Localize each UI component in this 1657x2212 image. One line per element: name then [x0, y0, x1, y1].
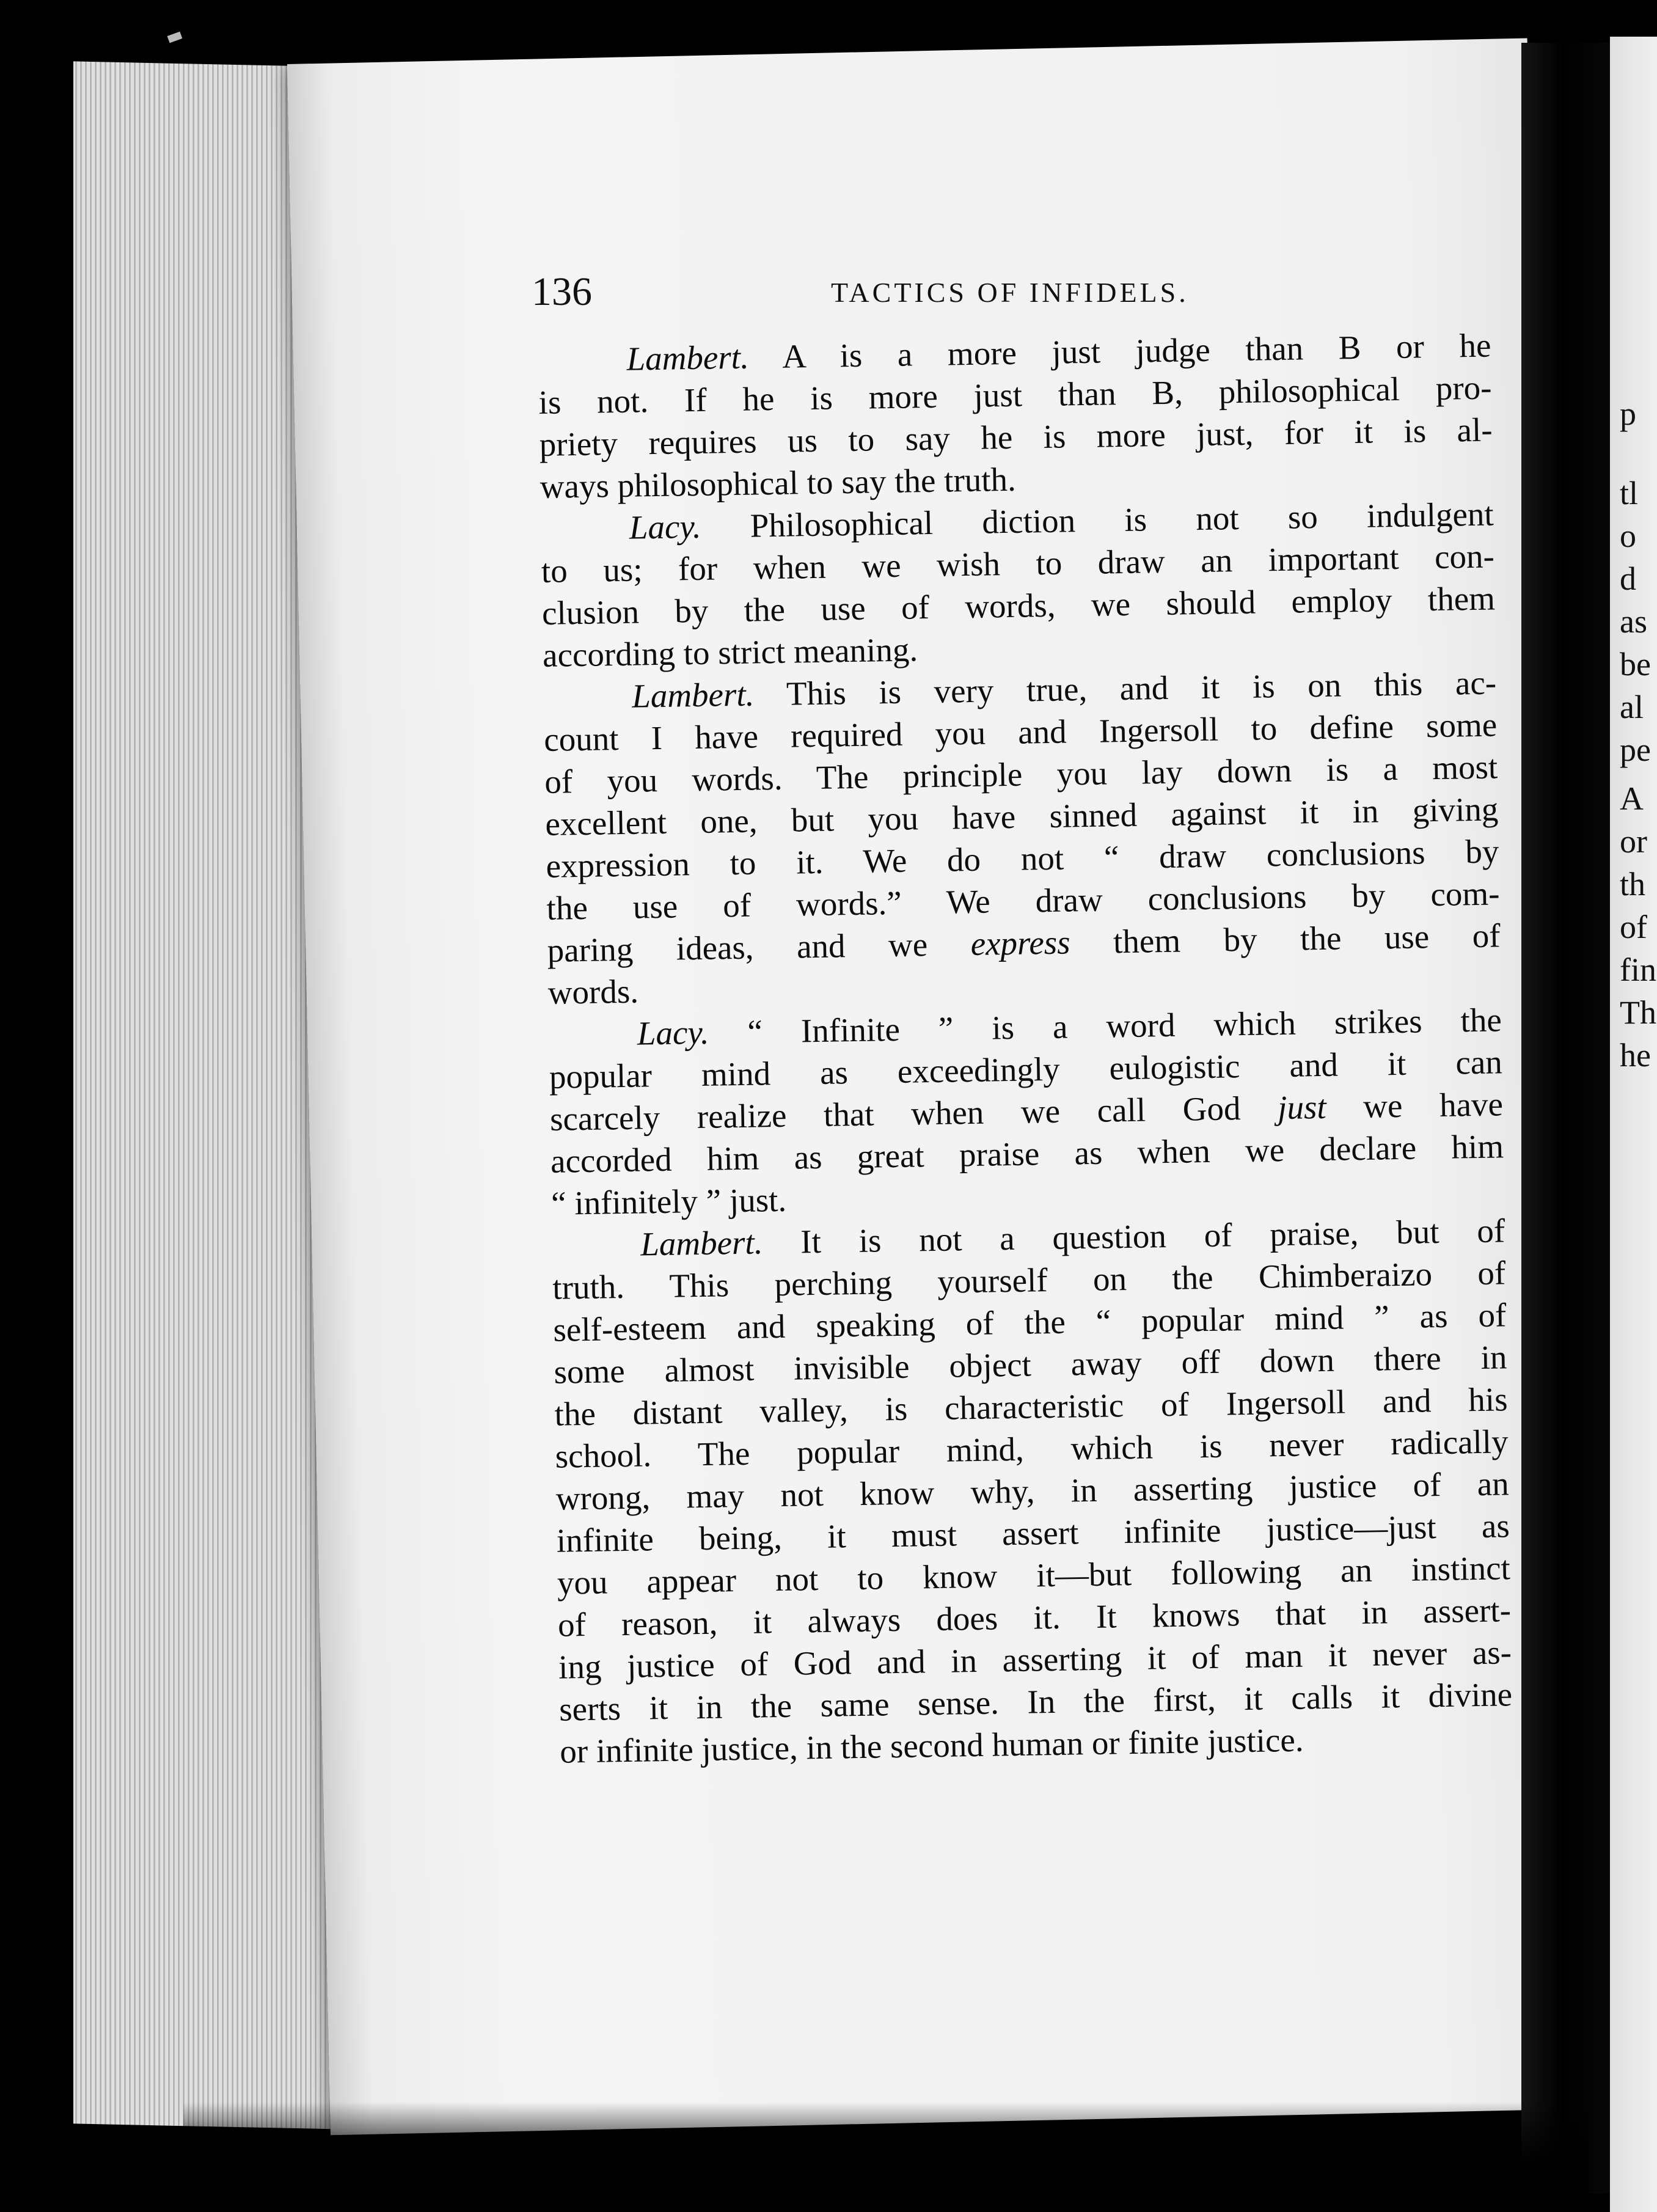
facing-page-text: Th	[1620, 994, 1656, 1031]
line-text: to us; for when we wish to draw an important con-	[541, 537, 1495, 590]
line-text: expression to it. We do not “ draw conclusions by	[546, 832, 1499, 885]
facing-page-fragment	[1610, 37, 1657, 2212]
line-text: them by the use of	[1070, 917, 1501, 961]
line-text: of you words. The principle you lay down is a most	[544, 748, 1498, 800]
line-text: school. The popular mind, which is never radically	[555, 1423, 1509, 1475]
line-text: accorded him as great praise as when we declare him	[550, 1127, 1504, 1180]
line-text: ing justice of God and in asserting it of man it never as-	[558, 1633, 1512, 1686]
line-text: This is very true, and it is on this ac-	[753, 664, 1497, 713]
facing-page-text: of	[1620, 909, 1647, 945]
facing-page-text: th	[1620, 866, 1646, 903]
line-text: the use of words.” We draw conclusions by com-	[546, 874, 1500, 927]
line-text: serts it in the same sense. In the first, it calls it divine	[558, 1675, 1513, 1728]
line-text: A is a more just judge than B or he	[748, 326, 1491, 376]
line-text: or infinite justice, in the second human or finite justice.	[559, 1721, 1304, 1770]
line-text-pre: scarcely realize that when we call God	[549, 1089, 1278, 1138]
body-text	[538, 324, 1513, 1772]
line-text: “ Infinite ” is a word which strikes the	[709, 1001, 1502, 1051]
line-text: It is not a question of praise, but of	[762, 1212, 1505, 1261]
line-text: excellent one, but you have sinned against it in giving	[544, 790, 1499, 843]
line-text: according to strict meaning.	[542, 631, 918, 674]
line-text: truth. This perching yourself on the Chimberaizo of	[552, 1254, 1506, 1306]
facing-page-text: be	[1620, 646, 1651, 683]
facing-page-text: o	[1620, 518, 1636, 554]
facing-page-text: fin	[1620, 951, 1656, 988]
line-text: words.	[547, 972, 639, 1011]
line-text: clusion by the use of words, we should employ them	[541, 579, 1496, 632]
line-text: of reason, it always does it. It knows that in assert-	[557, 1591, 1512, 1644]
facing-page-text: tl	[1620, 475, 1639, 511]
line-text-pre: paring ideas, and we	[547, 925, 971, 969]
line-text: infinite being, it must assert infinite justice—just as	[556, 1507, 1510, 1559]
facing-page-text: A	[1620, 780, 1644, 817]
running-title: TACTICS OF INFIDELS.	[831, 277, 1189, 308]
scan-mark	[167, 32, 183, 43]
facing-page-text: p	[1620, 395, 1636, 432]
speaker-name: Lambert.	[626, 338, 750, 378]
facing-page-text: or	[1620, 823, 1647, 860]
line-text: count I have required you and Ingersoll to define some	[543, 706, 1498, 758]
running-header	[532, 269, 1485, 318]
line-text: Philosophical diction is not so indulgent	[701, 495, 1494, 545]
speaker-name: Lambert.	[640, 1223, 763, 1263]
line-text: the distant valley, is characteristic of Ingersoll and his	[554, 1380, 1508, 1433]
line-text: self-esteem and speaking of the “ popular mind ” as of	[552, 1296, 1507, 1349]
facing-page-text: pe	[1620, 731, 1651, 768]
speaker-name: Lacy.	[629, 507, 701, 546]
facing-page-text: d	[1620, 560, 1636, 597]
speaker-name: Lacy.	[637, 1013, 709, 1052]
line-text: popular mind as exceedingly eulogistic and it can	[549, 1043, 1503, 1096]
page-number: 136	[532, 269, 592, 314]
facing-page-text: he	[1620, 1037, 1651, 1074]
scan-bottom-shadow	[183, 2102, 1589, 2206]
speaker-name: Lambert.	[631, 675, 755, 715]
line-text: you appear not to know it—but following an instinct	[557, 1549, 1511, 1602]
line-text: wrong, may not know why, in asserting justice of an	[555, 1465, 1510, 1517]
line-text: priety requires us to say he is more just, for it is al-	[539, 411, 1493, 463]
line-text: is not. If he is more just than B, philosophical pro-	[538, 368, 1492, 421]
line-text: some almost invisible object away off down there in	[554, 1338, 1507, 1391]
facing-page-text: as	[1620, 603, 1647, 640]
emphasized-word: just	[1277, 1088, 1327, 1127]
facing-page-text: al	[1620, 689, 1644, 725]
emphasized-word: express	[970, 923, 1071, 962]
line-text: we have	[1326, 1085, 1504, 1126]
line-text: “ infinitely ” just.	[551, 1181, 787, 1222]
line-text: ways philosophical to say the truth.	[540, 460, 1017, 505]
